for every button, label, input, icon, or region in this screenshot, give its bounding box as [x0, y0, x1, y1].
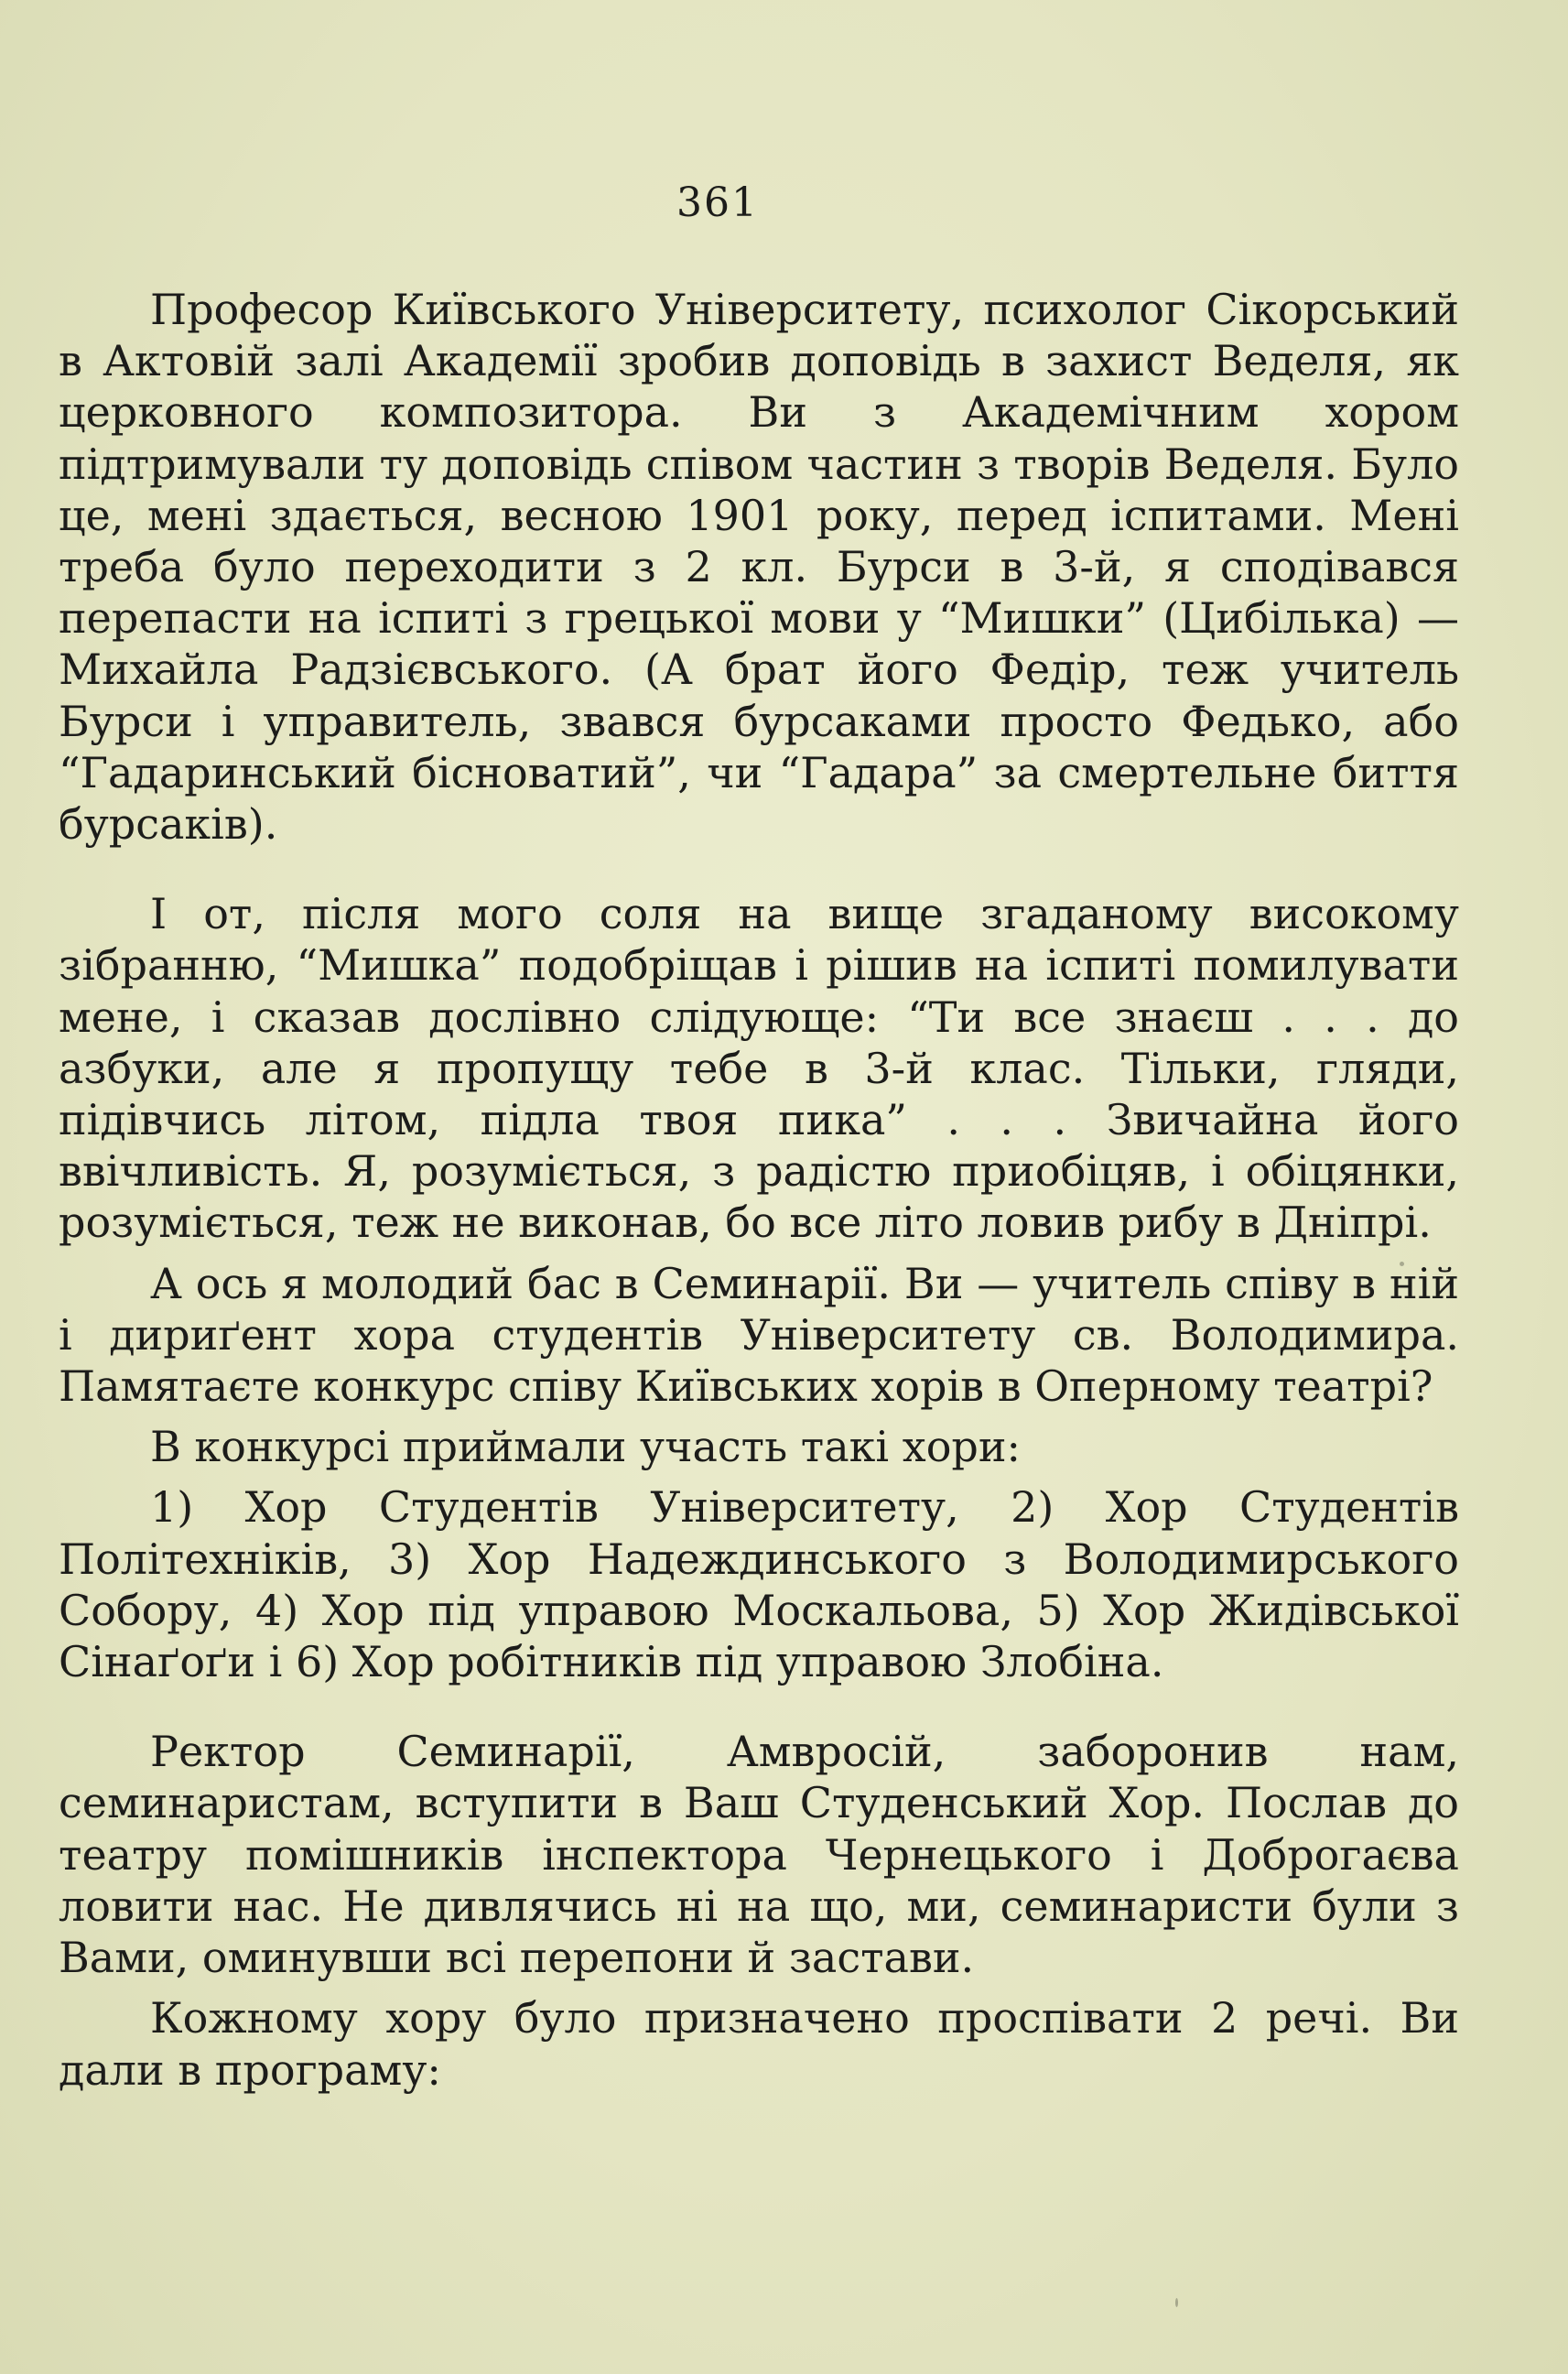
- paragraph-rector-ban: Ректор Семинарії, Амвросій, заборонив нам, семинаристам, вступити в Ваш Студенський Хор. Послав до театру помішників інспектора Чернецького і Доброгаєва ловити нас. Не дивлячись ні на що, ми, семинаристи були з Вами, оминувши всі перепони й застави.: [59, 1727, 1459, 1983]
- paragraph-sikorsky-lecture: Професор Київського Університету, психолог Сікорський в Актовій залі Академії зробив доповідь в захист Веделя, як церковного композитора. Ви з Академічним хором підтримували ту доповідь співом частин з творів Веделя. Було це, мені здається, весною 1901 року, перед іспитами. Мені треба було переходити з 2 кл. Бурси в 3-й, я сподівався перепасти на іспиті з грецької мови у “Мишки” (Цибілька) — Михайла Радзієвського. (А брат його Федір, теж учитель Бурси і управитель, звався бурсаками просто Федько, або “Гадаринський бісноватий”, чи “Гадара” за смертельне биття бурсаків).: [59, 285, 1459, 850]
- page-body: [59, 284, 1459, 2096]
- ink-speck: [1175, 2298, 1178, 2307]
- book-page: [59, 0, 1468, 2374]
- paragraph-program: Кожному хору було призначено проспівати 2 речі. Ви дали в програму:: [59, 1993, 1459, 2095]
- page-number: 361: [676, 179, 759, 226]
- paragraph-seminary-bass: А ось я молодий бас в Семинарії. Ви — учитель співу в ній і дириґент хора студентів Університету св. Володимира. Памятаєте конкурс співу Київських хорів в Оперному театрі?: [59, 1258, 1459, 1412]
- paragraph-contest-intro: В конкурсі приймали участь такі хори:: [150, 1422, 1021, 1472]
- ink-speck: [1400, 1262, 1404, 1266]
- paragraph-mishka-exam: І от, після мого соля на вище згаданому високому зібранню, “Мишка” подобріщав і рішив на іспиті помилувати мене, і сказав дослівно слідующе: “Ти все знаєш . . . до азбуки, але я пропущу тебе в 3-й клас. Тільки, гляди, підівчись літом, підла твоя пика” . . . Звичайна його ввічливість. Я, розуміється, з радістю приобіцяв, і обіцянки, розуміється, теж не виконав, бо все літо ловив рибу в Дніпрі.: [59, 889, 1459, 1248]
- paragraph-choir-list: 1) Хор Студентів Університету, 2) Хор Студентів Політехніків, 3) Хор Надеждинського з Володимирського Собору, 4) Хор під управою Москальова, 5) Хор Жидівської Сінаґоґи і 6) Хор робітників під управою Злобіна.: [59, 1482, 1459, 1687]
